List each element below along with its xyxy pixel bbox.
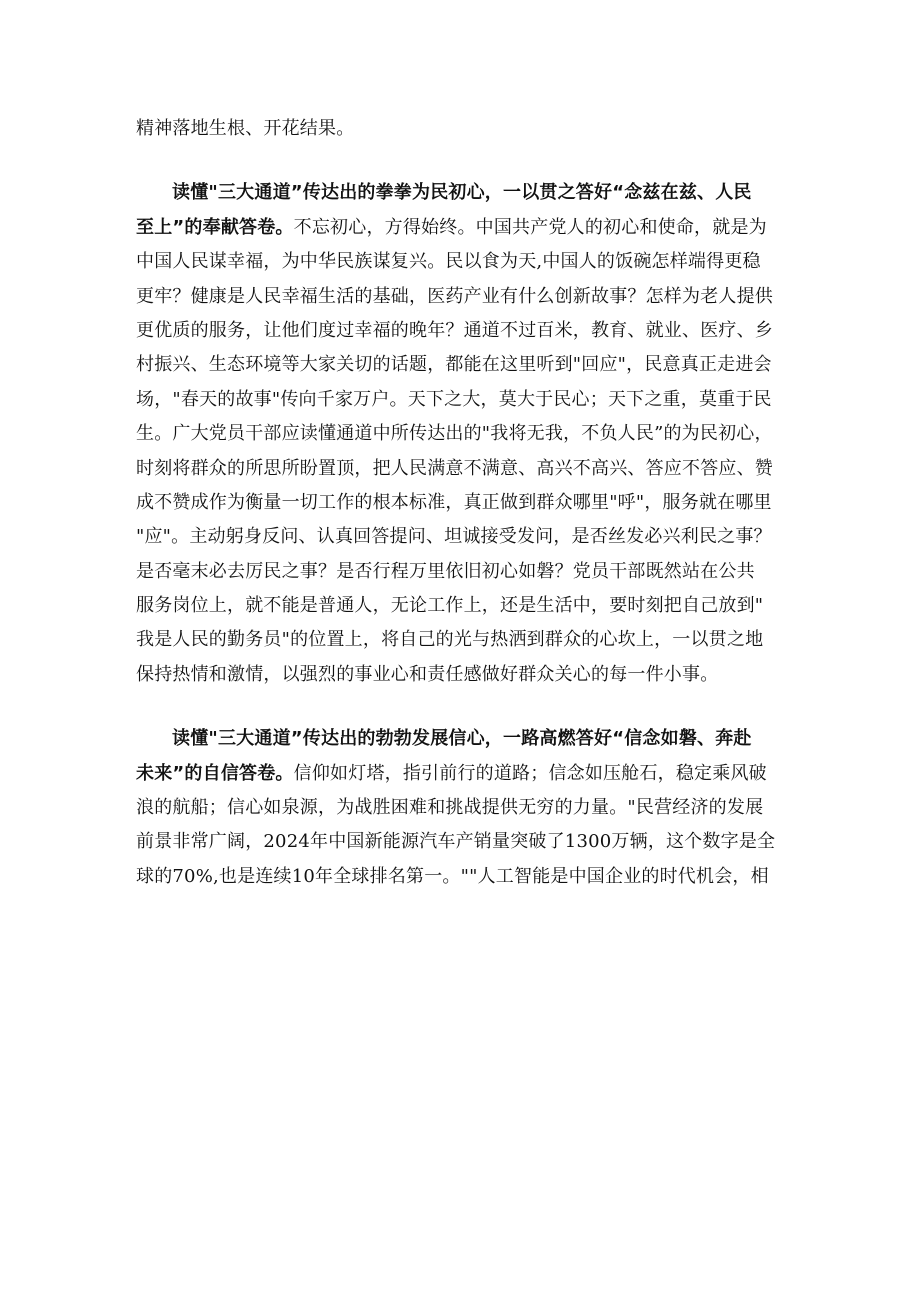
text-segment: 更优质的服务，让他们度过幸福的晚年？通道不过百米，教育、就业、医疗、乡 bbox=[136, 319, 773, 341]
text-line bbox=[136, 211, 790, 245]
text-line bbox=[136, 589, 790, 623]
document-body bbox=[136, 112, 790, 894]
paragraph-gap bbox=[136, 146, 790, 176]
text-segment: 服务岗位上，就不能是普通人，无论工作上，还是生活中，要时刻把自己放到" bbox=[136, 595, 764, 617]
text-line bbox=[136, 383, 790, 417]
text-segment: 浪的航船；信心如泉源，为战胜困难和挑战提供无穷的力量。"民营经济的发展 bbox=[136, 797, 764, 819]
text-segment: 场，"春天的故事"传向千家万户。天下之大，莫大于民心；天下之重，莫重于民 bbox=[136, 388, 772, 410]
text-segment: 成不赞成作为衡量一切工作的根本标准，真正做到群众哪里"呼"，服务就在哪里 bbox=[136, 491, 772, 513]
text-segment: 不忘初心，方得始终。中国共产党人的初心和使命，就是为 bbox=[293, 216, 767, 238]
text-line bbox=[136, 112, 790, 146]
text-segment: 中国人民谋幸福，为中华民族谋复兴。民以食为天,中国人的饭碗怎样端得更稳 bbox=[136, 251, 761, 273]
text-segment: "应"。主动躬身反问、认真回答提问、坦诚接受发问，是否丝发必兴利民之事？ bbox=[136, 526, 772, 548]
text-segment: 时刻将群众的所思所盼置顶，把人民满意不满意、高兴不高兴、答应不答应、赞 bbox=[136, 457, 773, 479]
text-line bbox=[136, 245, 790, 279]
text-segment bbox=[136, 211, 767, 245]
text-line bbox=[136, 348, 790, 382]
text-line bbox=[136, 417, 790, 451]
paragraph-heading-end: 至上”的奉献答卷。 bbox=[136, 216, 294, 238]
text-line bbox=[136, 520, 790, 554]
text-segment: 村振兴、生态环境等大家关切的话题，都能在这里听到"回应"，民意真正走进会 bbox=[136, 354, 772, 376]
text-segment: 前景非常广阔，2024年中国新能源汽车产销量突破了1300万辆，这个数字是全 bbox=[136, 831, 776, 853]
text-line bbox=[136, 555, 790, 589]
text-segment bbox=[136, 757, 767, 791]
text-line bbox=[136, 314, 790, 348]
text-segment: 信仰如灯塔，指引前行的道路；信念如压舱石，稳定乘风破 bbox=[293, 762, 767, 784]
text-line bbox=[136, 791, 790, 825]
text-line bbox=[136, 825, 790, 859]
heading-line bbox=[136, 722, 790, 756]
text-line bbox=[136, 452, 790, 486]
text-segment: 我是人民的勤务员"的位置上，将自己的光与热洒到群众的心坎上，一以贯之地 bbox=[136, 629, 764, 651]
text-line bbox=[136, 623, 790, 657]
paragraph-gap bbox=[136, 692, 790, 722]
text-line bbox=[136, 658, 790, 692]
text-segment: 精神落地生根、开花结果。 bbox=[136, 118, 355, 139]
heading-line bbox=[136, 176, 790, 210]
text-line bbox=[136, 280, 790, 314]
paragraph-heading-end: 未来”的自信答卷。 bbox=[136, 762, 294, 784]
text-segment: 生。广大党员干部应读懂通道中所传达出的"我将无我，不负人民”的为民初心， bbox=[136, 423, 773, 445]
text-segment: 是否毫末必去厉民之事？是否行程万里依旧初心如磐？党员干部既然站在公共 bbox=[136, 560, 755, 582]
text-line bbox=[136, 486, 790, 520]
text-line bbox=[136, 860, 790, 894]
paragraph-heading: 读懂"三大通道”传达出的勃勃发展信心，一路高燃答好“信念如磐、奔赴 bbox=[172, 728, 752, 750]
text-line bbox=[136, 757, 790, 791]
text-segment: 保持热情和激情，以强烈的事业心和责任感做好群众关心的每一件小事。 bbox=[136, 663, 719, 685]
text-segment: 球的70%,也是连续10年全球排名第一。""人工智能是中国企业的时代机会，相 bbox=[136, 865, 769, 887]
paragraph-heading: 读懂"三大通道”传达出的拳拳为民初心，一以贯之答好“念兹在兹、人民 bbox=[172, 182, 752, 204]
text-segment: 更牢？健康是人民幸福生活的基础，医药产业有什么创新故事？怎样为老人提供 bbox=[136, 285, 773, 307]
